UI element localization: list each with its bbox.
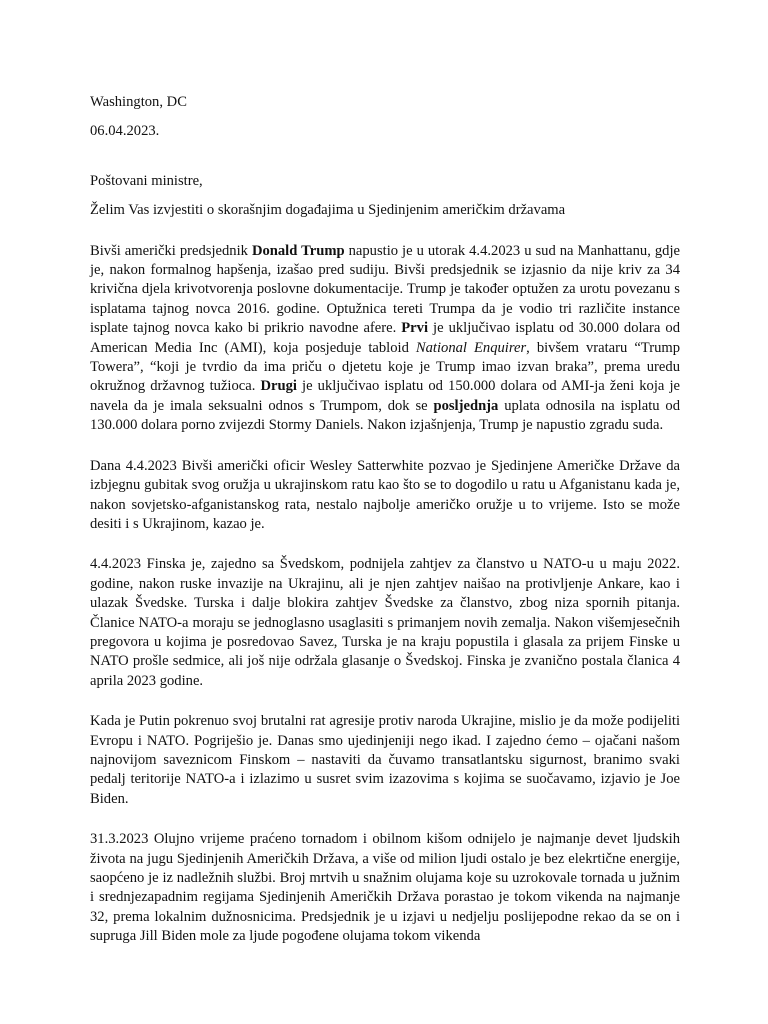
p1-text-g: uplata odnosila na isplatu od 130.000 dolara porno zvijezdi Stormy Daniels. Nakon izjašnjenja, Trump je napustio zgradu suda. — [90, 397, 680, 434]
letter-place: Washington, DC — [90, 94, 187, 110]
p1-text-c: napustio je u utorak 4.4.2023 u sud na Manhattanu, gdje je, nakon formalnog hapšenja, izašao pred sudiju. Bivši predsjednik se izjasnio da nije kriv za 34 krivična djela krivotvorenja poslovne dokumentacije. Trump je također optužen za urotu povezanu s isplatama tajnog novca 2016. godine. Optužnica tereti Trumpa da je vodio tri različite instance isplate tajnog novca kako bi prikrio navodne afere. — [90, 242, 680, 337]
p1-italic-national-enquirer: National Enquirer — [415, 339, 527, 356]
paragraph-trump-court — [90, 242, 680, 436]
letter-date: 06.04.2023. — [90, 123, 160, 140]
p1-bold-prvi: Prvi — [401, 320, 429, 337]
p1-bold-drugi: Drugi — [260, 378, 297, 395]
letter-intro: Želim Vas izvjestiti o skorašnjim događajima u Sjedinjenim američkim državama — [90, 202, 566, 219]
letter-salutation: Poštovani ministre, — [90, 172, 203, 189]
p1-text-e: , bivšem vrataru “Trump Towera”, “koji je tvrdio da ima priču o djetetu koje je Trump imao izvan braka”, prema uredu okružnog državnog tužioca. — [90, 339, 681, 395]
p1-text-f: je uključivao isplatu od 150.000 dolara od AMI-ja ženi koja je navela da je imala seksualni odnos s Trumpom, dok se — [90, 378, 680, 414]
p1-text-d: je uključivao isplatu od 30.000 dolara od American Media Inc (AMI), koja posjeduje tabloid — [90, 320, 680, 356]
paragraph-biden-statement: Kada je Putin pokrenuo svoj brutalni rat agresije protiv naroda Ukrajine, mislio je da može podijeliti Evropu i NATO. Pogriješio je. Danas smo ujedinjeniji nego ikad. I zajedno ćemo – ojačani našom najnovijom saveznicom Finskom – nastaviti da čuvamo transatlantsku sigurnost, branimo svaki pedalj teritorije NATO-a i izlazimo u susret svim izazovima s kojima se suočavamo, izjavio je Joe Biden. — [90, 713, 680, 807]
p1-bold-donald-trump: Donald Trump — [251, 242, 345, 259]
letter-body — [90, 93, 680, 947]
p1-bold-posljednja: posljednja — [433, 397, 499, 414]
paragraph-storms: 31.3.2023 Olujno vrijeme praćeno tornadom i obilnom kišom odnijelo je najmanje devet ljudskih života na jugu Sjedinjenih Američkih Država, a više od milion ljudi ostalo je bez elekrtične energije, saopćeno je iz nadležnih službi. Broj mrtvih u snažnim olujama koje su uzrokovale tornada u južnim i srednjezapadnim regijama Sjedinjenih Američkih Država porastao je tokom vikenda na najmanje 32, prema lokalnim dužnosnicima. Predsjednik je u izjavi u nedjelju poslijepodne rekao da se on i supruga Jill Biden mole za ljude pogođene olujama tokom vikenda — [90, 831, 680, 945]
paragraph-satterwhite: Dana 4.4.2023 Bivši američki oficir Wesley Satterwhite pozvao je Sjedinjene Američke Države da izbjegnu gubitak svog oružja u ukrajinskom ratu kao što se to dogodilo u ratu u Afganistanu kada je, nakon sovjetsko-afganistanskog rata, nestalo najbolje američko oružje u to vrijeme. Isto se može desiti i s Ukrajinom, kazao je. — [90, 457, 680, 532]
p1-text-a: Bivši američki predsjednik — [90, 242, 252, 259]
paragraph-finland-nato: 4.4.2023 Finska je, zajedno sa Švedskom, podnijela zahtjev za članstvo u NATO-u u maju 2022. godine, nakon ruske invazije na Ukrajinu, ali je njen zahtjev naišao na protivljenje Ankare, kao i ulazak Švedske. Turska i dalje blokira zahtjev Švedske za članstvo, zbog niza spornih pitanja. Članice NATO-a moraju se jednoglasno usaglasiti s primanjem novih zemalja. Nakon višemjesečnih pregovora u kojima je posredovao Savez, Turska je na kraju popustila i glasala za prijem Finske u NATO prošle sedmice, ali još nije održala glasanje o Švedskoj. Finska je zvanično postala članica 4 aprila 2023 godine. — [90, 556, 680, 689]
